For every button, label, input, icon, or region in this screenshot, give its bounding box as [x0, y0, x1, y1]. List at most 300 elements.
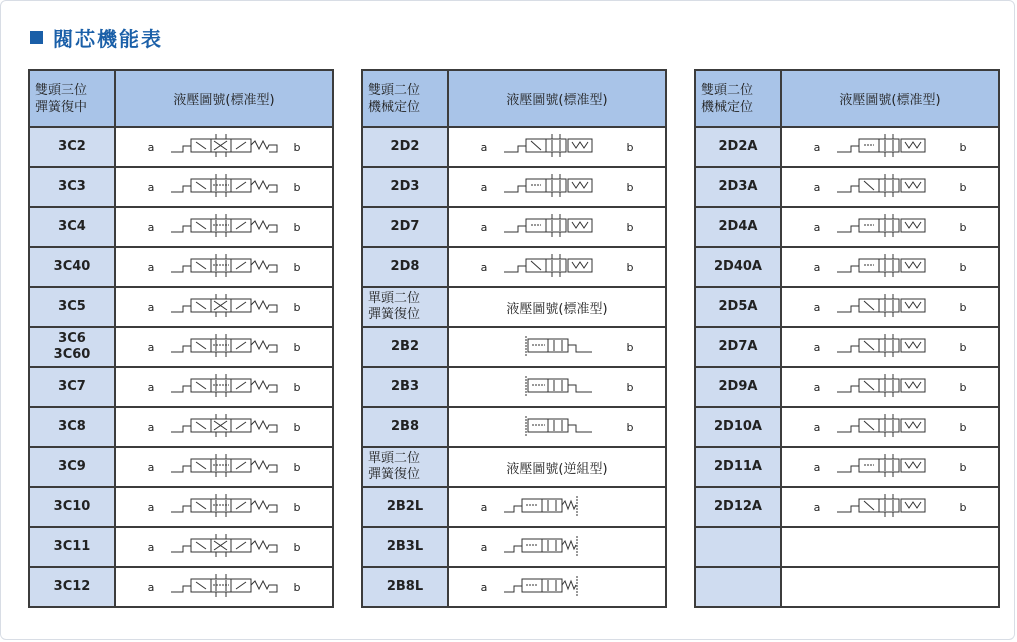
table-row — [695, 487, 999, 527]
port-label-b: b — [959, 180, 967, 194]
valve-symbol — [502, 372, 612, 402]
spool-code — [362, 327, 448, 367]
port-label-b: b — [293, 140, 301, 154]
valve-symbol — [835, 252, 945, 282]
table-header-row — [362, 70, 666, 127]
2pos-detent-symbol-icon — [502, 252, 612, 278]
port-label-a: a — [147, 580, 155, 594]
valve-symbol — [835, 412, 945, 442]
valve-symbol — [835, 452, 945, 482]
spool-code-text: 3C11 — [53, 539, 91, 554]
spool-code-text: 3C7 — [58, 379, 86, 394]
symbol-row — [116, 172, 332, 202]
spool-code-text: 3C9 — [58, 459, 86, 474]
port-label-b: b — [959, 420, 967, 434]
spool-code — [695, 247, 781, 287]
valve-symbol — [169, 532, 279, 562]
2pos-detent-symbol-icon — [502, 132, 612, 158]
valve-symbol — [169, 572, 279, 602]
port-label-a: a — [480, 180, 488, 194]
spool-code — [362, 527, 448, 567]
empty-code-cell — [695, 527, 781, 567]
symbol-cell — [448, 567, 666, 607]
page-title: 閥芯機能表 — [53, 26, 163, 51]
symbol-cell — [115, 367, 333, 407]
port-label-a: a — [813, 300, 821, 314]
symbol-row — [116, 292, 332, 322]
symbol-cell — [448, 167, 666, 207]
spool-code — [29, 167, 115, 207]
symbol-row — [449, 532, 665, 562]
spool-code — [695, 287, 781, 327]
port-label-a: a — [813, 380, 821, 394]
symbol-cell — [115, 327, 333, 367]
spool-code-text: 2D12A — [714, 499, 762, 514]
symbol-cell — [115, 407, 333, 447]
symbol-row — [449, 212, 665, 242]
header-symbol-label: 液壓圖號(標准型) — [448, 70, 666, 127]
table-row — [29, 127, 333, 167]
valve-symbol — [835, 292, 945, 322]
port-label-b: b — [959, 460, 967, 474]
port-label-a: a — [813, 420, 821, 434]
table-row — [29, 207, 333, 247]
port-label-b: b — [293, 340, 301, 354]
valve-symbol — [169, 212, 279, 242]
port-label-a: a — [147, 300, 155, 314]
empty-code-cell — [695, 567, 781, 607]
spool-code-text: 2D5A — [718, 299, 758, 314]
port-label-b: b — [293, 300, 301, 314]
spool-code-text: 3C2 — [58, 139, 86, 154]
spool-code — [695, 407, 781, 447]
table-row — [362, 527, 666, 567]
sub-type-line: 單頭二位 — [368, 451, 421, 466]
port-label-b: b — [293, 460, 301, 474]
port-label-a: a — [480, 260, 488, 274]
table-header-row — [695, 70, 999, 127]
symbol-cell — [448, 367, 666, 407]
symbol-cell — [781, 327, 999, 367]
symbol-cell — [115, 127, 333, 167]
port-label-b: b — [626, 140, 634, 154]
spool-code-text: 3C5 — [58, 299, 86, 314]
sub-symbol-label: 液壓圖號(標准型) — [448, 287, 666, 327]
3pos-spool-symbol-icon — [169, 412, 279, 438]
valve-symbol — [502, 492, 612, 522]
table-row — [29, 287, 333, 327]
spool-code — [29, 447, 115, 487]
spool-code — [29, 327, 115, 367]
table-row — [695, 407, 999, 447]
symbol-cell — [781, 167, 999, 207]
2pos-detent-symbol-icon — [835, 132, 945, 158]
spool-code — [362, 127, 448, 167]
symbol-row — [782, 212, 998, 242]
symbol-row — [449, 492, 665, 522]
spool-code-text: 2D4A — [718, 219, 758, 234]
spool-code-text: 3C12 — [53, 579, 91, 594]
2pos-detent-symbol-icon — [835, 252, 945, 278]
sub-type-line: 彈簧復位 — [368, 307, 421, 322]
2pos-detent-symbol-icon — [835, 172, 945, 198]
port-label-a: a — [813, 220, 821, 234]
valve-symbol — [835, 492, 945, 522]
3pos-spool-symbol-icon — [169, 532, 279, 558]
symbol-cell — [781, 127, 999, 167]
header-type-line: 雙頭二位 — [701, 82, 754, 98]
symbol-row — [116, 572, 332, 602]
symbol-row — [449, 332, 665, 362]
valve-table-1 — [28, 69, 334, 608]
2pos-spring-reverse-symbol-icon — [502, 572, 612, 598]
valve-symbol — [835, 372, 945, 402]
valve-symbol — [835, 212, 945, 242]
symbol-row — [449, 372, 665, 402]
symbol-row — [782, 372, 998, 402]
port-label-b: b — [293, 540, 301, 554]
port-label-b: b — [626, 260, 634, 274]
2pos-detent-symbol-icon — [835, 412, 945, 438]
table-row — [362, 167, 666, 207]
3pos-spool-symbol-icon — [169, 252, 279, 278]
spool-code — [362, 207, 448, 247]
3pos-spool-symbol-icon — [169, 212, 279, 238]
spool-code — [29, 407, 115, 447]
port-label-a: a — [147, 500, 155, 514]
page-heading — [30, 22, 163, 52]
2pos-detent-symbol-icon — [835, 372, 945, 398]
port-label-a: a — [147, 460, 155, 474]
port-label-b: b — [626, 180, 634, 194]
symbol-cell — [781, 487, 999, 527]
table-row — [362, 207, 666, 247]
valve-symbol — [502, 332, 612, 362]
valve-symbol — [169, 332, 279, 362]
symbol-cell — [115, 447, 333, 487]
symbol-row — [782, 172, 998, 202]
spool-code-text: 3C60 — [53, 347, 91, 362]
valve-table-3 — [694, 69, 1000, 608]
spool-code-text: 2B8L — [386, 579, 424, 594]
3pos-spool-symbol-icon — [169, 172, 279, 198]
symbol-cell — [115, 167, 333, 207]
table-row — [695, 327, 999, 367]
table-row — [362, 127, 666, 167]
sub-type-line: 彈簧復位 — [368, 467, 421, 482]
table-row — [29, 407, 333, 447]
port-label-b: b — [959, 220, 967, 234]
port-label-b: b — [959, 260, 967, 274]
symbol-cell — [115, 247, 333, 287]
symbol-row — [782, 292, 998, 322]
spool-code-text: 2D7A — [718, 339, 758, 354]
spool-code — [362, 367, 448, 407]
table-row — [695, 167, 999, 207]
valve-symbol — [835, 132, 945, 162]
2pos-detent-symbol-icon — [502, 212, 612, 238]
symbol-row — [782, 492, 998, 522]
spool-code — [362, 167, 448, 207]
port-label-b: b — [959, 380, 967, 394]
symbol-cell — [448, 247, 666, 287]
valve-symbol — [502, 252, 612, 282]
port-label-b: b — [626, 420, 634, 434]
symbol-cell — [115, 567, 333, 607]
port-label-a: a — [147, 380, 155, 394]
spool-code-text: 2B3L — [386, 539, 424, 554]
symbol-cell — [448, 207, 666, 247]
spool-code — [29, 127, 115, 167]
2pos-spring-symbol-icon — [502, 372, 612, 398]
port-label-b: b — [293, 180, 301, 194]
spool-code-text: 3C10 — [53, 499, 91, 514]
header-type-label — [29, 70, 115, 127]
symbol-row — [116, 492, 332, 522]
port-label-a: a — [813, 140, 821, 154]
spool-code-text: 3C4 — [58, 219, 86, 234]
port-label-b: b — [626, 380, 634, 394]
sub-type-label — [362, 447, 448, 487]
symbol-row — [782, 252, 998, 282]
2pos-detent-symbol-icon — [835, 332, 945, 358]
port-label-a: a — [147, 180, 155, 194]
table-row — [29, 447, 333, 487]
port-label-a: a — [147, 540, 155, 554]
spool-code-text: 2D40A — [714, 259, 762, 274]
spool-code-text: 2D7 — [390, 219, 420, 234]
header-type-line: 彈簧復中 — [35, 99, 88, 115]
port-label-a: a — [147, 420, 155, 434]
symbol-cell — [781, 407, 999, 447]
valve-symbol — [169, 372, 279, 402]
port-label-b: b — [293, 420, 301, 434]
2pos-detent-symbol-icon — [835, 452, 945, 478]
symbol-cell — [115, 207, 333, 247]
symbol-row — [782, 412, 998, 442]
table-header-row — [29, 70, 333, 127]
spool-code — [695, 447, 781, 487]
spool-code-text: 3C40 — [53, 259, 91, 274]
symbol-row — [782, 132, 998, 162]
table-row — [362, 487, 666, 527]
symbol-row — [449, 412, 665, 442]
table-row — [362, 567, 666, 607]
table-row — [29, 327, 333, 367]
port-label-a: a — [480, 500, 488, 514]
symbol-row — [449, 132, 665, 162]
sub-header-row — [362, 447, 666, 487]
port-label-a: a — [480, 220, 488, 234]
table-row — [29, 247, 333, 287]
symbol-row — [116, 412, 332, 442]
symbol-row — [782, 332, 998, 362]
symbol-row — [116, 132, 332, 162]
table-row — [362, 247, 666, 287]
valve-symbol — [502, 172, 612, 202]
valve-symbol — [502, 132, 612, 162]
3pos-spool-symbol-icon — [169, 492, 279, 518]
table-row — [362, 327, 666, 367]
2pos-detent-symbol-icon — [835, 492, 945, 518]
valve-symbol — [169, 412, 279, 442]
spool-code — [695, 487, 781, 527]
empty-row — [695, 567, 999, 607]
valve-symbol — [502, 412, 612, 442]
valve-symbol — [169, 452, 279, 482]
port-label-b: b — [293, 580, 301, 594]
port-label-b: b — [959, 500, 967, 514]
port-label-a: a — [813, 340, 821, 354]
table-row — [29, 487, 333, 527]
table-row — [29, 367, 333, 407]
table-row — [695, 367, 999, 407]
2pos-spring-symbol-icon — [502, 332, 612, 358]
spool-code — [29, 567, 115, 607]
port-label-b: b — [293, 260, 301, 274]
port-label-a: a — [147, 260, 155, 274]
port-label-a: a — [480, 140, 488, 154]
spool-code — [29, 527, 115, 567]
table-row — [362, 367, 666, 407]
spool-code — [362, 487, 448, 527]
3pos-spool-symbol-icon — [169, 292, 279, 318]
table-row — [695, 127, 999, 167]
symbol-cell — [781, 287, 999, 327]
symbol-cell — [781, 447, 999, 487]
spool-code-text: 2B2L — [386, 499, 424, 514]
symbol-row — [449, 572, 665, 602]
spool-code — [695, 327, 781, 367]
table-row — [695, 247, 999, 287]
port-label-b: b — [959, 300, 967, 314]
table-row — [362, 407, 666, 447]
spool-code — [29, 487, 115, 527]
port-label-a: a — [813, 460, 821, 474]
spool-code — [695, 167, 781, 207]
spool-code — [695, 367, 781, 407]
symbol-row — [116, 332, 332, 362]
table-row — [29, 167, 333, 207]
2pos-detent-symbol-icon — [835, 212, 945, 238]
spool-code — [362, 247, 448, 287]
symbol-cell — [448, 487, 666, 527]
port-label-a: a — [147, 140, 155, 154]
table-row — [695, 207, 999, 247]
2pos-spring-symbol-icon — [502, 412, 612, 438]
symbol-cell — [448, 407, 666, 447]
port-label-a: a — [147, 220, 155, 234]
port-label-a: a — [147, 340, 155, 354]
spool-code — [29, 367, 115, 407]
sub-symbol-label: 液壓圖號(逆組型) — [448, 447, 666, 487]
valve-symbol — [169, 132, 279, 162]
symbol-row — [116, 532, 332, 562]
table-row — [29, 527, 333, 567]
valve-symbol — [835, 332, 945, 362]
header-type-line: 機械定位 — [368, 99, 421, 115]
spool-code — [695, 127, 781, 167]
square-bullet-icon — [30, 31, 43, 44]
header-type-label — [362, 70, 448, 127]
table-row — [695, 447, 999, 487]
spool-code-text: 2D2 — [390, 139, 420, 154]
3pos-spool-symbol-icon — [169, 372, 279, 398]
port-label-b: b — [959, 340, 967, 354]
spool-code-text: 2B2 — [391, 339, 419, 354]
port-label-b: b — [626, 340, 634, 354]
spool-code — [29, 247, 115, 287]
symbol-row — [116, 252, 332, 282]
header-type-line: 雙頭二位 — [368, 82, 421, 98]
port-label-b: b — [959, 140, 967, 154]
spool-code — [362, 567, 448, 607]
valve-table-2 — [361, 69, 667, 608]
2pos-detent-symbol-icon — [835, 292, 945, 318]
header-symbol-label: 液壓圖號(標准型) — [781, 70, 999, 127]
table-row — [29, 567, 333, 607]
symbol-row — [116, 372, 332, 402]
symbol-cell — [781, 367, 999, 407]
spool-code-text: 2D8 — [390, 259, 420, 274]
port-label-b: b — [293, 220, 301, 234]
spool-code-text: 3C6 — [58, 331, 86, 346]
valve-symbol — [169, 252, 279, 282]
symbol-cell — [781, 247, 999, 287]
valve-symbol — [502, 572, 612, 602]
header-type-label — [695, 70, 781, 127]
sub-header-row — [362, 287, 666, 327]
header-type-line: 雙頭三位 — [35, 82, 88, 98]
2pos-spring-reverse-symbol-icon — [502, 492, 612, 518]
3pos-spool-symbol-icon — [169, 452, 279, 478]
port-label-b: b — [293, 380, 301, 394]
symbol-row — [449, 172, 665, 202]
spool-code-text: 3C3 — [58, 179, 86, 194]
spool-code-text: 2D10A — [714, 419, 762, 434]
valve-symbol — [502, 212, 612, 242]
symbol-row — [782, 452, 998, 482]
symbol-row — [449, 252, 665, 282]
symbol-cell — [781, 207, 999, 247]
port-label-b: b — [626, 220, 634, 234]
port-label-a: a — [813, 180, 821, 194]
empty-symbol-cell — [781, 527, 999, 567]
3pos-spool-symbol-icon — [169, 572, 279, 598]
empty-row — [695, 527, 999, 567]
port-label-b: b — [293, 500, 301, 514]
symbol-row — [116, 212, 332, 242]
spool-code-text: 2D3 — [390, 179, 420, 194]
valve-symbol — [169, 292, 279, 322]
spool-code-text: 2B3 — [391, 379, 419, 394]
spool-code-text: 3C8 — [58, 419, 86, 434]
header-symbol-label: 液壓圖號(標准型) — [115, 70, 333, 127]
empty-symbol-cell — [781, 567, 999, 607]
sub-type-label — [362, 287, 448, 327]
sub-type-line: 單頭二位 — [368, 291, 421, 306]
spool-code-text: 2D11A — [714, 459, 762, 474]
valve-symbol — [835, 172, 945, 202]
port-label-a: a — [813, 260, 821, 274]
spool-code-text: 2B8 — [391, 419, 419, 434]
symbol-cell — [448, 127, 666, 167]
symbol-cell — [115, 287, 333, 327]
3pos-spool-symbol-icon — [169, 132, 279, 158]
valve-symbol — [169, 492, 279, 522]
table-row — [695, 287, 999, 327]
symbol-cell — [115, 487, 333, 527]
